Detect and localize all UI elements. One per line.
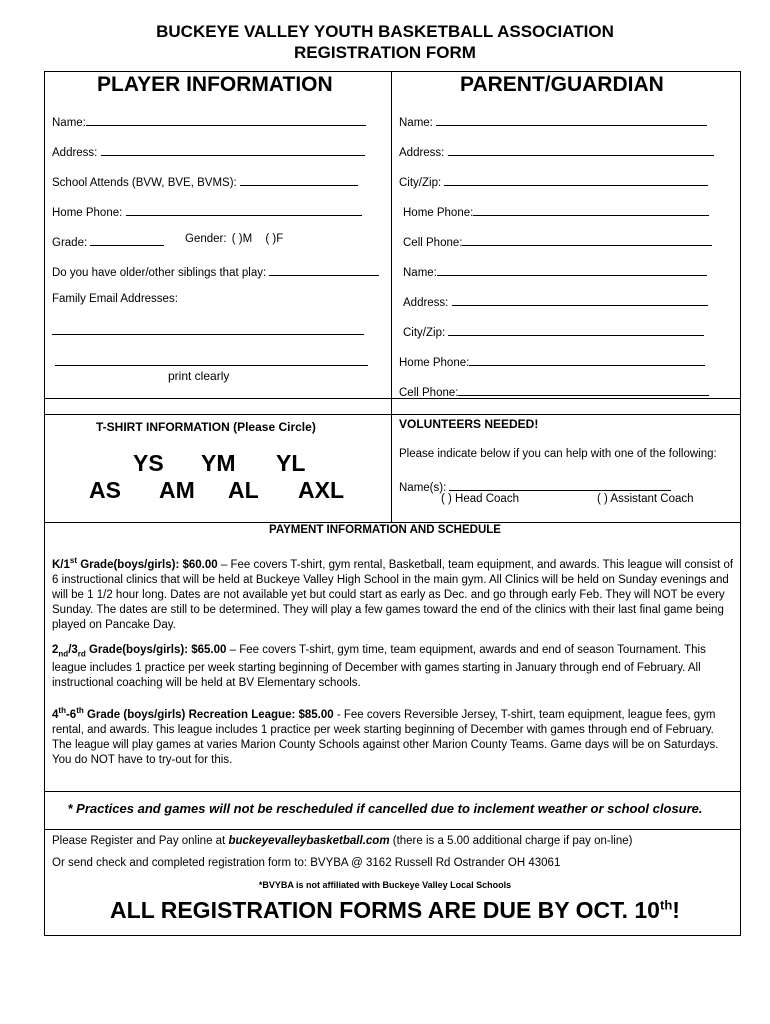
g46-text: - Fee covers Reversible Jersey, T-shirt, team equipment, league fees, gym rental, and awards. This league includes 1 practice per week starting beginning of December with games through end of February. The league will play games at varies Marion County Schools against other Marion County Teams. Game days will be on Saturdays. You do NOT have to try-out for this. bbox=[52, 708, 719, 766]
player-name-label: Name: bbox=[52, 117, 86, 129]
due-text: ALL REGISTRATION FORMS ARE DUE BY OCT. 10 bbox=[110, 897, 660, 923]
email-field-1[interactable] bbox=[52, 322, 364, 335]
parent-cell-phone-row bbox=[403, 233, 712, 249]
player-home-phone-label: Home Phone: bbox=[52, 207, 123, 219]
parent2-cityzip-field[interactable] bbox=[448, 323, 704, 336]
parent2-cityzip-row bbox=[403, 323, 704, 339]
g23-title-a: 2 bbox=[52, 644, 59, 656]
g46-title-rest: Grade (boys/girls) Recreation League: $85.00 bbox=[83, 708, 334, 721]
size-ys[interactable]: YS bbox=[133, 450, 164, 476]
tshirt-heading: T-SHIRT INFORMATION (Please Circle) bbox=[96, 420, 316, 434]
parent-cityzip-label: City/Zip: bbox=[399, 177, 442, 189]
parent2-address-label: Address: bbox=[403, 297, 449, 309]
weather-notice: * Practices and games will not be rescheduled if cancelled due to inclement weather or school closure. bbox=[67, 801, 703, 816]
size-al[interactable]: AL bbox=[228, 477, 259, 503]
volunteers-heading: VOLUNTEERS NEEDED! bbox=[399, 417, 539, 431]
gender-f-option[interactable]: ( )F bbox=[265, 233, 284, 245]
parent-address-row bbox=[399, 143, 714, 159]
player-address-field[interactable] bbox=[101, 143, 365, 156]
volunteer-names-label: Name(s): bbox=[399, 482, 447, 494]
parent-cell-phone-field[interactable] bbox=[462, 233, 712, 246]
siblings-row bbox=[52, 263, 379, 279]
g46-title-a-sup: th bbox=[58, 706, 66, 715]
parent-cell-phone-label: Cell Phone: bbox=[403, 237, 463, 249]
volunteers-prompt: Please indicate below if you can help with one of the following: bbox=[399, 448, 717, 460]
register-suffix: (there is a 5.00 additional charge if pay on-line) bbox=[389, 835, 633, 847]
k1-title-sup: st bbox=[69, 556, 78, 565]
parent-name-label: Name: bbox=[399, 117, 433, 129]
g46-title-a: 4 bbox=[52, 708, 59, 721]
parent2-address-row bbox=[403, 293, 708, 309]
mail-address-line: Or send check and completed registration form to: BVYBA @ 3162 Russell Rd Ostrander OH 43061 bbox=[52, 857, 561, 869]
grade-row bbox=[52, 233, 164, 249]
player-home-phone-row bbox=[52, 203, 362, 219]
player-name-row bbox=[52, 113, 366, 129]
parent-name-row bbox=[399, 113, 707, 129]
parent2-home-phone-field[interactable] bbox=[469, 353, 705, 366]
player-address-row bbox=[52, 143, 365, 159]
gender-row bbox=[185, 233, 283, 245]
website-link[interactable]: buckeyevalleybasketball.com bbox=[228, 835, 390, 847]
disclaimer: *BVYBA is not affiliated with Buckeye Valley Local Schools bbox=[258, 880, 512, 890]
due-sup: th bbox=[659, 897, 673, 913]
k1-paragraph bbox=[52, 553, 734, 633]
g23-paragraph bbox=[52, 643, 734, 691]
parent2-home-phone-row bbox=[399, 353, 705, 369]
parent-home-phone-field[interactable] bbox=[473, 203, 709, 216]
grade-label: Grade: bbox=[52, 237, 88, 249]
size-am[interactable]: AM bbox=[159, 477, 195, 503]
school-field[interactable] bbox=[240, 173, 358, 186]
due-end: ! bbox=[672, 897, 680, 923]
parent-cityzip-row bbox=[399, 173, 708, 189]
parent2-home-phone-label: Home Phone: bbox=[399, 357, 470, 369]
k1-title-rest: Grade(boys/girls): $60.00 bbox=[77, 558, 218, 571]
g23-text: – Fee covers T-shirt, gym time, team equipment, awards and end of season Tournament. This league includes 1 practice per week starting beginning of December with games starting in January through end of February. All instructional coaching will be held at BV Elementary schools. bbox=[52, 644, 706, 690]
column-divider bbox=[391, 71, 392, 523]
gender-label: Gender: bbox=[185, 233, 227, 245]
k1-title-text: K/1 bbox=[52, 558, 70, 571]
player-address-label: Address: bbox=[52, 147, 98, 159]
size-as[interactable]: AS bbox=[89, 477, 121, 503]
parent-address-field[interactable] bbox=[448, 143, 714, 156]
parent-cityzip-field[interactable] bbox=[444, 173, 708, 186]
g23-title-a-sub: nd bbox=[58, 649, 69, 659]
parent-home-phone-label: Home Phone: bbox=[403, 207, 474, 219]
g23-title-b: /3 bbox=[68, 644, 78, 656]
size-axl[interactable]: AXL bbox=[298, 477, 344, 503]
parent-section-heading: PARENT/GUARDIAN bbox=[460, 73, 664, 96]
siblings-field[interactable] bbox=[269, 263, 379, 276]
parent2-cell-phone-row bbox=[399, 383, 709, 399]
head-coach-option[interactable]: ( ) Head Coach bbox=[441, 493, 519, 505]
register-prefix: Please Register and Pay online at bbox=[52, 835, 229, 847]
school-row bbox=[52, 173, 358, 189]
assistant-coach-option[interactable]: ( ) Assistant Coach bbox=[597, 493, 694, 505]
g23-title-rest: Grade(boys/girls): $65.00 bbox=[85, 644, 227, 656]
player-home-phone-field[interactable] bbox=[126, 203, 362, 216]
print-clearly-note: print clearly bbox=[168, 369, 230, 383]
g23-title-b-sub: rd bbox=[77, 649, 86, 659]
g46-paragraph bbox=[52, 703, 734, 768]
parent2-name-field[interactable] bbox=[437, 263, 707, 276]
k1-title bbox=[52, 556, 218, 571]
divider bbox=[44, 829, 741, 830]
payment-heading: PAYMENT INFORMATION AND SCHEDULE bbox=[269, 524, 501, 536]
parent2-address-field[interactable] bbox=[452, 293, 708, 306]
g46-title-b-sup: th bbox=[76, 706, 84, 715]
divider bbox=[44, 522, 741, 523]
k1-text: – Fee covers T-shirt, gym rental, Basketball, team equipment, and awards. This league will consist of 6 instructional clinics that will be held at Buckeye Valley High School in the main gym. All Clinics will be held on Sunday evenings and will be 1 1/2 hour long. Dates are not available yet but could start as early as Dec. and go through early Feb. They will NOT be every Sunday. The dates are still to be determined. They will play a few games toward the end of the clinics with their last final game being played on Pancake Day. bbox=[52, 558, 734, 631]
volunteer-names-row bbox=[399, 478, 671, 494]
form-subtitle: REGISTRATION FORM bbox=[294, 43, 476, 62]
parent2-cell-phone-label: Cell Phone: bbox=[399, 387, 459, 399]
size-yl[interactable]: YL bbox=[276, 450, 306, 476]
size-ym[interactable]: YM bbox=[201, 450, 236, 476]
volunteer-names-field[interactable] bbox=[449, 478, 671, 491]
grade-field[interactable] bbox=[90, 233, 164, 246]
email-field-2[interactable] bbox=[55, 353, 368, 366]
parent2-name-label: Name: bbox=[403, 267, 437, 279]
due-date-banner bbox=[0, 897, 770, 924]
gender-m-option[interactable]: ( )M bbox=[231, 233, 253, 245]
parent2-cityzip-label: City/Zip: bbox=[403, 327, 446, 339]
parent-address-label: Address: bbox=[399, 147, 445, 159]
parent-home-phone-row bbox=[403, 203, 709, 219]
g46-title-b: -6 bbox=[65, 708, 77, 721]
school-label: School Attends (BVW, BVE, BVMS): bbox=[52, 177, 237, 189]
g46-title bbox=[52, 706, 334, 721]
form-title: BUCKEYE VALLEY YOUTH BASKETBALL ASSOCIATION bbox=[156, 22, 614, 41]
player-section-heading: PLAYER INFORMATION bbox=[97, 73, 333, 96]
register-online-line bbox=[52, 835, 632, 847]
parent-name-field[interactable] bbox=[436, 113, 707, 126]
divider bbox=[44, 791, 741, 792]
emails-label: Family Email Addresses: bbox=[52, 293, 178, 305]
siblings-label: Do you have older/other siblings that play: bbox=[52, 267, 267, 279]
parent2-cell-phone-field[interactable] bbox=[458, 383, 709, 396]
g23-title bbox=[52, 644, 227, 659]
player-name-field[interactable] bbox=[86, 113, 366, 126]
parent2-name-row bbox=[403, 263, 707, 279]
divider bbox=[44, 414, 741, 415]
